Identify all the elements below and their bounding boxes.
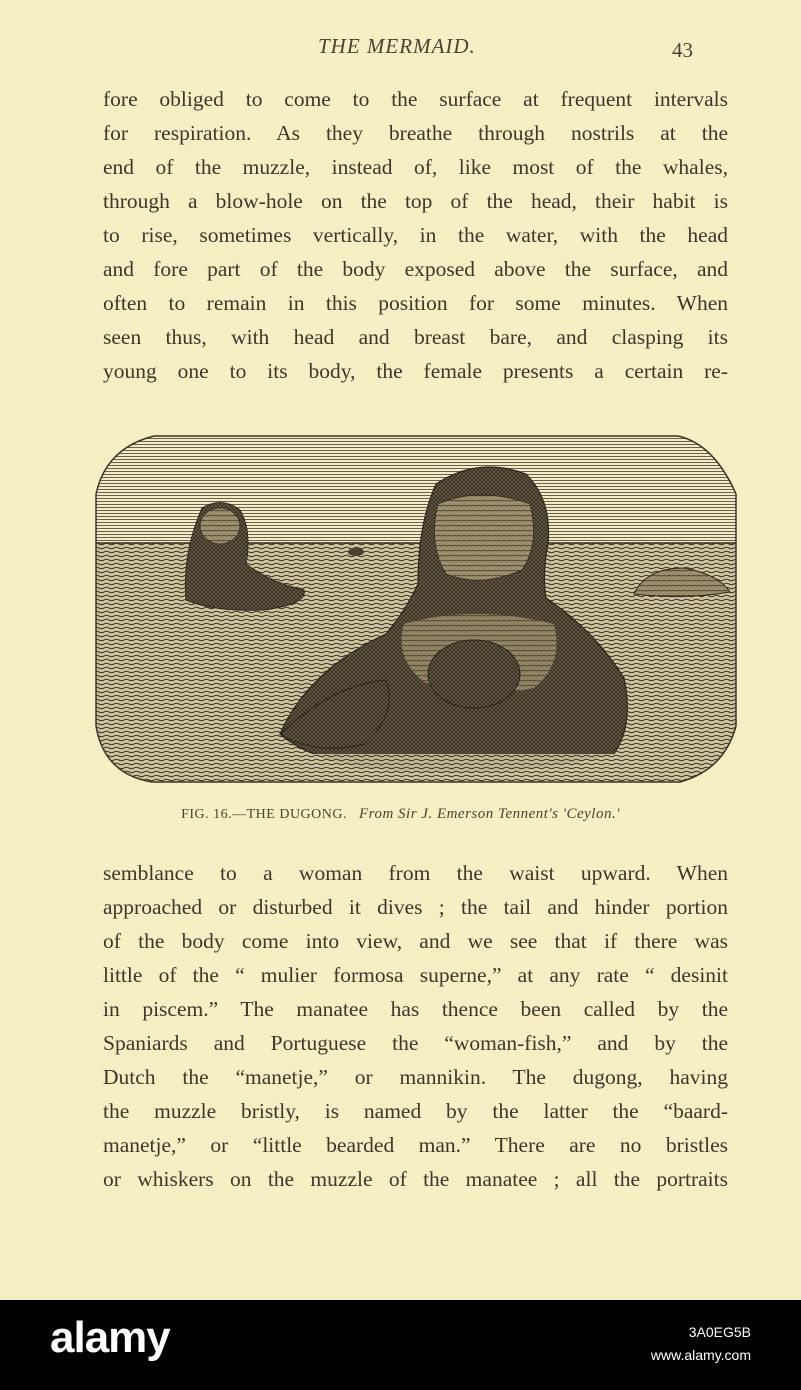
running-title: THE MERMAID. [318,34,476,58]
text-line: of the body come into view, and we see that if there was [103,929,728,953]
text-line: and fore part of the body exposed above the surface, and [103,257,728,281]
dugong-engraving [94,434,738,784]
text-line: the muzzle bristly, is named by the latter the “baard- [103,1099,728,1123]
text-line: semblance to a woman from the waist upward. When [103,861,728,885]
text-line: seen thus, with head and breast bare, and clasping its [103,325,728,349]
figure-source: From Sir J. Emerson Tennent's 'Ceylon.' [359,806,620,822]
text-line: for respiration. As they breathe through nostrils at the [103,121,728,145]
page-number: 43 [672,38,693,62]
text-line: end of the muzzle, instead of, like most of the whales, [103,155,728,179]
text-line: often to remain in this position for some minutes. When [103,291,728,315]
figure-label: FIG. 16.—THE DUGONG. [181,807,347,822]
text-line: in piscem.” The manatee has thence been called by the [103,997,728,1021]
text-line: or whiskers on the muzzle of the manatee ; all the portraits [103,1167,728,1191]
dugong-engraving-image [94,434,738,784]
paragraph-top [103,82,728,388]
text-line: Spaniards and Portuguese the “woman-fish,” and by the [103,1031,728,1055]
paragraph-bottom [103,856,728,1196]
watermark-url: www.alamy.com [650,1347,751,1363]
text-line: manetje,” or “little bearded man.” There are no bristles [103,1133,728,1157]
text-line: fore obliged to come to the surface at frequent intervals [103,87,728,111]
figure-caption [0,806,801,823]
text-line: young one to its body, the female presents a certain re- [103,359,728,383]
watermark-image-id: 3A0EG5B [688,1324,751,1340]
text-line: through a blow-hole on the top of the head, their habit is [103,189,728,213]
text-line: to rise, sometimes vertically, in the water, with the head [103,223,728,247]
text-line: Dutch the “manetje,” or mannikin. The dugong, having [103,1065,728,1089]
text-line: little of the “ mulier formosa superne,” at any rate “ desinit [103,963,728,987]
page-header [0,34,801,64]
text-line: approached or disturbed it dives ; the tail and hinder portion [103,895,728,919]
watermark-logo: alamy [50,1313,170,1362]
